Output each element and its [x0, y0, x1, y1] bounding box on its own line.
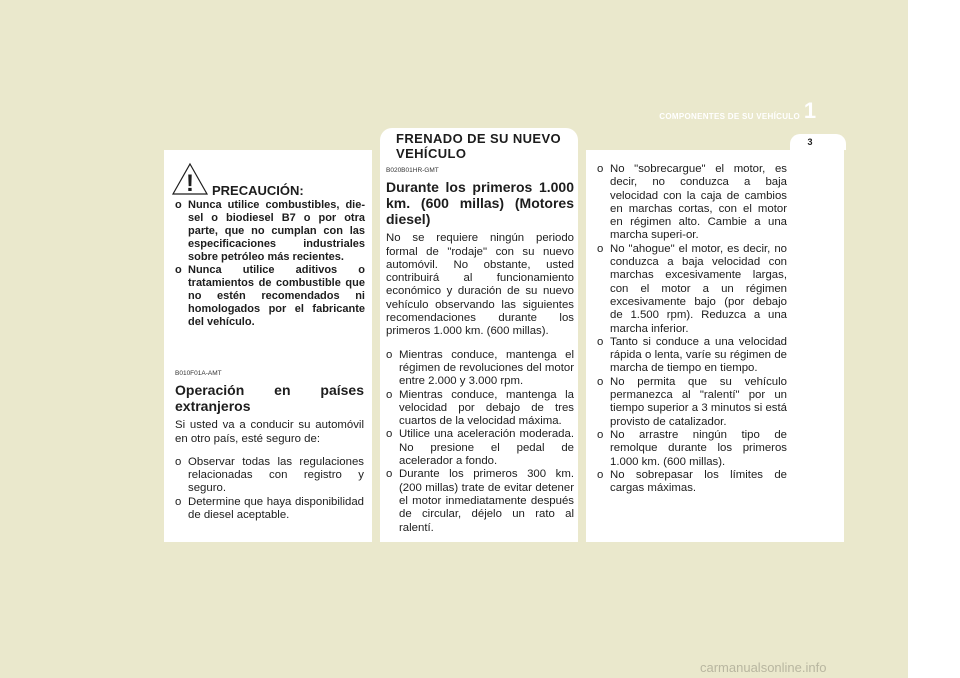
list-item — [386, 428, 574, 468]
bullet-list — [386, 349, 574, 535]
list-item-text: No arrastre ningún tipo de remolque durante los primeros 1.000 km. (600 millas). — [610, 428, 787, 468]
list-item — [597, 163, 787, 243]
warning-symbol: ! — [186, 170, 194, 196]
list-item-text: Determine que haya disponibilidad de diesel aceptable. — [188, 495, 364, 522]
page-number: 3 — [807, 137, 813, 147]
list-item — [386, 468, 574, 534]
list-item — [175, 496, 364, 523]
bullet: o — [597, 468, 604, 481]
bullet: o — [175, 495, 182, 508]
list-item-text: No "ahogue" el motor, es decir, no conduzca a baja velocidad con marchas excesivamente largas, con el motor a un régimen excesivamente bajo (por debajo de 1.500 rpm). Reduzca a una marcha inferior. — [610, 242, 787, 335]
list-item — [175, 264, 365, 329]
bullet: o — [597, 242, 604, 255]
list-item — [597, 243, 787, 336]
bullet: o — [175, 455, 182, 468]
chapter-title: COMPONENTES DE SU VEHÍCULO — [659, 112, 800, 121]
section-code: B010F01A-AMT — [175, 370, 222, 377]
bullet: o — [597, 428, 604, 441]
list-item — [597, 469, 787, 496]
list-item — [597, 376, 787, 429]
right-column — [597, 163, 787, 495]
bullet: o — [597, 335, 604, 348]
bullet: o — [386, 348, 393, 361]
list-item-text: No "sobrecargue" el motor, es decir, no conduzca a baja velocidad con la caja de cambios en marchas cortas, con el motor en régimen alto. Cambie a una marcha superi-or. — [610, 163, 787, 242]
bullet: o — [175, 264, 182, 276]
list-item-text: Mientras conduce, mantenga la velocidad por debajo de tres cuartos de la velocidad máxima. — [399, 388, 574, 428]
caution-title: PRECAUCIÓN: — [212, 183, 304, 198]
intro-paragraph: Si usted va a conducir su automóvil en otro país, esté seguro de: — [175, 419, 364, 445]
warning-triangle-icon — [171, 162, 209, 196]
list-item-text: No permita que su vehículo permanezca al "ralentí" por un tiempo superior a 3 minutos si está provisto de catalizador. — [610, 375, 787, 428]
caution-list — [175, 199, 365, 329]
list-item-text: Tanto si conduce a una velocidad rápida o lenta, varíe su régimen de marcha de tiempo en tiempo. — [610, 335, 787, 375]
caution-item-text: Nunca utilice combustibles, die-sel o biodiesel B7 o por otra parte, que no cumplan con las especificaciones industriales sobre petróleo más recientes. — [188, 199, 365, 263]
list-item-text: Durante los primeros 300 km. (200 millas) trate de evitar detener el motor inmediatamente después de circular, déjelo un rato al ralentí. — [399, 468, 574, 534]
intro-paragraph: No se requiere ningún periodo formal de "rodaje" con su nuevo automóvil. No obstante, usted contribuirá al funcionamiento económico y duración de su nuevo vehículo observando las siguientes recomendaciones durante los primeros 1.000 km. (600 millas). — [386, 232, 574, 338]
list-item — [597, 336, 787, 376]
list-item — [175, 199, 365, 264]
list-item-text: Mientras conduce, mantenga el régimen de revoluciones del motor entre 2.000 y 3.000 rpm. — [399, 348, 574, 388]
list-item — [386, 349, 574, 389]
bullet: o — [386, 468, 393, 481]
section-heading: Operación en países extranjeros — [175, 382, 364, 415]
section-code: B020B01HR-GMT — [386, 167, 439, 174]
chapter-number: 1 — [803, 98, 817, 123]
left-column — [175, 367, 364, 522]
list-item — [597, 429, 787, 469]
list-item-text: Utilice una aceleración moderada. No presione el pedal de acelerador a fondo. — [399, 428, 574, 468]
bullet-list — [175, 456, 364, 522]
caution-item-text: Nunca utilice aditivos o tratamientos de combustible que no estén recomendados ni homologados por el fabricante del vehículo. — [188, 264, 365, 328]
list-item-text: No sobrepasar los límites de cargas máximas. — [610, 468, 787, 495]
bullet: o — [175, 199, 182, 211]
bullet: o — [597, 375, 604, 388]
list-item — [175, 456, 364, 496]
list-item — [386, 389, 574, 429]
bullet-list — [597, 163, 787, 495]
middle-column — [386, 164, 574, 535]
bullet: o — [386, 388, 393, 401]
bullet: o — [597, 163, 604, 175]
list-item-text: Observar todas las regulaciones relacionadas con registro y seguro. — [188, 455, 364, 495]
section-title: FRENADO DE SU NUEVO VEHÍCULO — [396, 131, 562, 161]
section-heading: Durante los primeros 1.000 km. (600 millas) (Motores diesel) — [386, 179, 574, 228]
watermark: carmanualsonline.info — [700, 660, 827, 675]
bullet: o — [386, 428, 393, 441]
